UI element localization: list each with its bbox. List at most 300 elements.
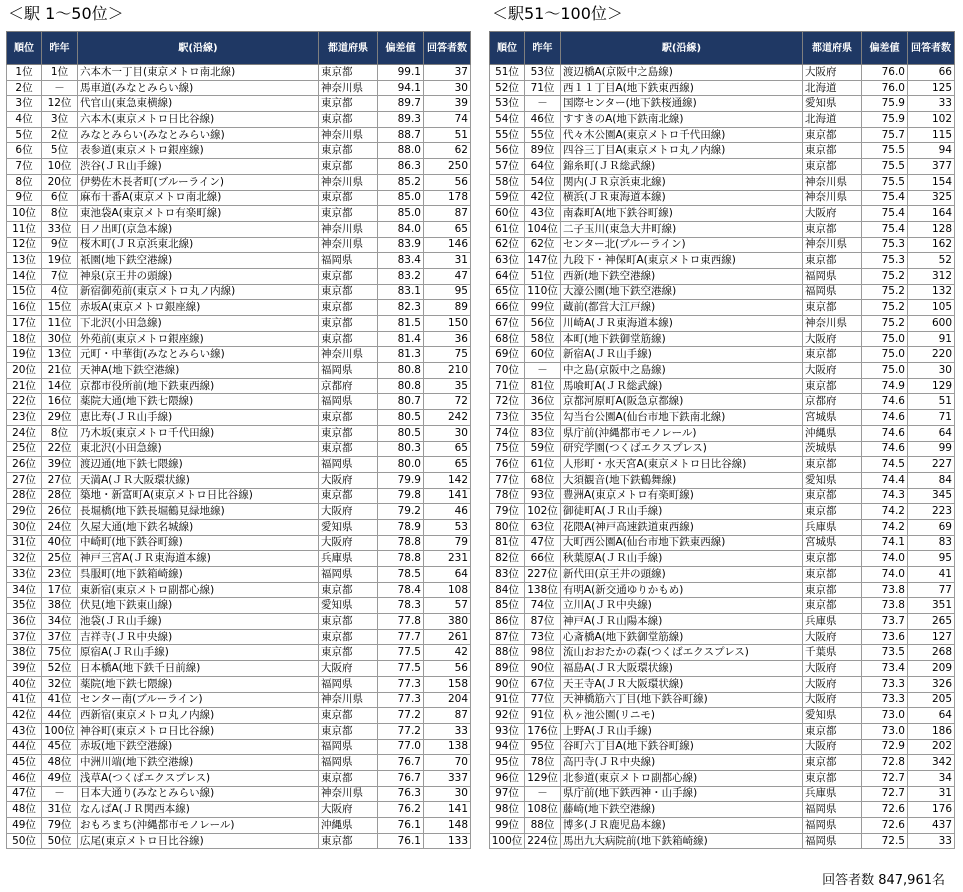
cell-rank: 39位: [7, 661, 42, 677]
cell-rank: 25位: [7, 441, 42, 457]
cell-deviation-score: 79.9: [378, 472, 424, 488]
cell-deviation-score: 80.5: [378, 425, 424, 441]
cell-last-year: 98位: [525, 645, 561, 661]
cell-rank: 26位: [7, 457, 42, 473]
table-row: [490, 159, 955, 175]
cell-prefecture: 神奈川県: [319, 786, 378, 802]
cell-station: 久屋大通(地下鉄名城線): [78, 519, 319, 535]
table-row: [7, 394, 471, 410]
cell-rank: 37位: [7, 629, 42, 645]
cell-deviation-score: 83.1: [378, 284, 424, 300]
cell-last-year: 15位: [42, 300, 78, 316]
cell-respondents: 39: [424, 96, 471, 112]
cell-respondents: 33: [908, 833, 955, 849]
cell-station: 伊勢佐木長者町(ブルーライン): [78, 174, 319, 190]
cell-deviation-score: 72.8: [862, 755, 908, 771]
cell-respondents: 47: [424, 268, 471, 284]
cell-respondents: 209: [908, 661, 955, 677]
cell-deviation-score: 74.5: [862, 457, 908, 473]
table-row: [490, 127, 955, 143]
cell-deviation-score: 73.4: [862, 661, 908, 677]
cell-respondents: 69: [908, 519, 955, 535]
cell-station: 錦糸町(ＪＲ総武線): [561, 159, 803, 175]
cell-prefecture: 京都府: [319, 378, 378, 394]
cell-rank: 23位: [7, 410, 42, 426]
cell-last-year: 13位: [42, 347, 78, 363]
table-row: [7, 363, 471, 379]
cell-deviation-score: 75.2: [862, 268, 908, 284]
cell-prefecture: 大阪府: [319, 661, 378, 677]
cell-respondents: 115: [908, 127, 955, 143]
cell-last-year: 93位: [525, 488, 561, 504]
cell-station: 秋葉原A(ＪＲ山手線): [561, 551, 803, 567]
table-row: [490, 190, 955, 206]
cell-deviation-score: 85.0: [378, 190, 424, 206]
cell-rank: 51位: [490, 65, 525, 81]
cell-station: 原宿A(ＪＲ山手線): [78, 645, 319, 661]
cell-station: 天神A(地下鉄空港線): [78, 363, 319, 379]
cell-station: 呉服町(地下鉄箱崎線): [78, 567, 319, 583]
cell-respondents: 250: [424, 159, 471, 175]
cell-prefecture: 東京都: [319, 190, 378, 206]
cell-rank: 34位: [7, 582, 42, 598]
cell-rank: 77位: [490, 472, 525, 488]
cell-rank: 30位: [7, 519, 42, 535]
cell-rank: 5位: [7, 127, 42, 143]
cell-respondents: 35: [424, 378, 471, 394]
cell-prefecture: 大阪府: [319, 802, 378, 818]
cell-station: 浅草A(つくばエクスプレス): [78, 770, 319, 786]
cell-station: 神戸A(ＪＲ山陽本線): [561, 614, 803, 630]
cell-deviation-score: 77.2: [378, 723, 424, 739]
cell-last-year: 52位: [42, 661, 78, 677]
table-row: [490, 472, 955, 488]
cell-deviation-score: 74.6: [862, 441, 908, 457]
cell-last-year: 110位: [525, 284, 561, 300]
cell-last-year: 54位: [525, 174, 561, 190]
cell-deviation-score: 85.2: [378, 174, 424, 190]
cell-prefecture: 東京都: [319, 96, 378, 112]
cell-rank: 2位: [7, 80, 42, 96]
cell-prefecture: 愛知県: [319, 519, 378, 535]
cell-respondents: 64: [424, 567, 471, 583]
table-row: [490, 410, 955, 426]
cell-station: 馬喰町A(ＪＲ総武線): [561, 378, 803, 394]
cell-deviation-score: 76.1: [378, 833, 424, 849]
table-row: [7, 645, 471, 661]
cell-prefecture: 東京都: [319, 316, 378, 332]
cell-rank: 60位: [490, 206, 525, 222]
cell-respondents: 83: [908, 535, 955, 551]
table-row: [490, 519, 955, 535]
cell-respondents: 150: [424, 316, 471, 332]
table-row: [7, 190, 471, 206]
cell-station: 有明A(新交通ゆりかもめ): [561, 582, 803, 598]
cell-prefecture: 東京都: [803, 457, 862, 473]
cell-prefecture: 北海道: [803, 112, 862, 128]
header-last-year: 昨年: [525, 32, 561, 65]
cell-rank: 12位: [7, 237, 42, 253]
cell-respondents: 437: [908, 818, 955, 834]
cell-last-year: 5位: [42, 143, 78, 159]
cell-station: 渋谷(ＪＲ山手線): [78, 159, 319, 175]
cell-deviation-score: 83.9: [378, 237, 424, 253]
cell-rank: 68位: [490, 331, 525, 347]
table-row: [7, 676, 471, 692]
cell-prefecture: 大阪府: [803, 363, 862, 379]
cell-last-year: 102位: [525, 504, 561, 520]
cell-last-year: 20位: [42, 174, 78, 190]
cell-respondents: 138: [424, 739, 471, 755]
cell-respondents: 268: [908, 645, 955, 661]
cell-station: 代々木公園A(東京メトロ千代田線): [561, 127, 803, 143]
cell-prefecture: 沖縄県: [319, 818, 378, 834]
cell-prefecture: 神奈川県: [803, 237, 862, 253]
cell-respondents: 31: [908, 786, 955, 802]
cell-respondents: 342: [908, 755, 955, 771]
cell-respondents: 56: [424, 661, 471, 677]
cell-deviation-score: 78.4: [378, 582, 424, 598]
cell-deviation-score: 76.3: [378, 786, 424, 802]
cell-prefecture: 東京都: [803, 143, 862, 159]
cell-respondents: 33: [424, 723, 471, 739]
cell-rank: 89位: [490, 661, 525, 677]
cell-station: 天神橋筋六丁目(地下鉄谷町線): [561, 692, 803, 708]
table-row: [490, 174, 955, 190]
cell-last-year: 73位: [525, 629, 561, 645]
cell-rank: 33位: [7, 567, 42, 583]
table-row: [490, 614, 955, 630]
cell-prefecture: 東京都: [319, 425, 378, 441]
cell-respondents: 125: [908, 80, 955, 96]
cell-rank: 1位: [7, 65, 42, 81]
cell-rank: 38位: [7, 645, 42, 661]
cell-prefecture: 神奈川県: [803, 316, 862, 332]
cell-last-year: 40位: [42, 535, 78, 551]
cell-station: 二子玉川(東急大井町線): [561, 221, 803, 237]
cell-rank: 36位: [7, 614, 42, 630]
table-row: [490, 253, 955, 269]
cell-rank: 7位: [7, 159, 42, 175]
cell-respondents: 242: [424, 410, 471, 426]
cell-deviation-score: 75.0: [862, 331, 908, 347]
cell-prefecture: 東京都: [319, 331, 378, 347]
cell-last-year: 47位: [525, 535, 561, 551]
cell-deviation-score: 76.1: [378, 818, 424, 834]
cell-rank: 86位: [490, 614, 525, 630]
cell-rank: 17位: [7, 316, 42, 332]
cell-station: 馬出九大病院前(地下鉄箱崎線): [561, 833, 803, 849]
cell-deviation-score: 75.7: [862, 127, 908, 143]
cell-station: 国際センター(地下鉄桜通線): [561, 96, 803, 112]
cell-respondents: 223: [908, 504, 955, 520]
table-row: [7, 833, 471, 849]
cell-rank: 18位: [7, 331, 42, 347]
cell-prefecture: 愛知県: [803, 472, 862, 488]
cell-last-year: 48位: [42, 755, 78, 771]
cell-deviation-score: 77.3: [378, 692, 424, 708]
table-row: [490, 551, 955, 567]
cell-prefecture: 愛知県: [803, 708, 862, 724]
table-row: [7, 739, 471, 755]
cell-prefecture: 神奈川県: [319, 174, 378, 190]
cell-prefecture: 兵庫県: [803, 614, 862, 630]
table-row: [490, 582, 955, 598]
cell-prefecture: 北海道: [803, 80, 862, 96]
table-row: [7, 818, 471, 834]
cell-last-year: 4位: [42, 284, 78, 300]
cell-prefecture: 福岡県: [803, 802, 862, 818]
cell-last-year: 11位: [42, 316, 78, 332]
table-row: [7, 378, 471, 394]
table-row: [490, 441, 955, 457]
cell-respondents: 202: [908, 739, 955, 755]
cell-last-year: 3位: [42, 112, 78, 128]
cell-respondents: 51: [424, 127, 471, 143]
table-row: [490, 818, 955, 834]
cell-rank: 3位: [7, 96, 42, 112]
cell-prefecture: 東京都: [319, 645, 378, 661]
cell-deviation-score: 74.0: [862, 567, 908, 583]
cell-prefecture: 福岡県: [319, 676, 378, 692]
cell-deviation-score: 79.8: [378, 488, 424, 504]
cell-rank: 90位: [490, 676, 525, 692]
cell-last-year: 50位: [42, 833, 78, 849]
cell-rank: 70位: [490, 363, 525, 379]
cell-prefecture: 大阪府: [803, 206, 862, 222]
table-row: [490, 786, 955, 802]
cell-prefecture: 福岡県: [319, 363, 378, 379]
cell-deviation-score: 74.1: [862, 535, 908, 551]
cell-station: 上野A(ＪＲ山手線): [561, 723, 803, 739]
table-row: [490, 457, 955, 473]
cell-respondents: 62: [424, 143, 471, 159]
cell-respondents: 94: [908, 143, 955, 159]
cell-deviation-score: 75.3: [862, 237, 908, 253]
table-row: [490, 425, 955, 441]
cell-rank: 59位: [490, 190, 525, 206]
cell-rank: 24位: [7, 425, 42, 441]
cell-rank: 31位: [7, 535, 42, 551]
cell-last-year: 66位: [525, 551, 561, 567]
cell-last-year: 22位: [42, 441, 78, 457]
cell-respondents: 337: [424, 770, 471, 786]
cell-deviation-score: 74.0: [862, 551, 908, 567]
cell-respondents: 30: [424, 80, 471, 96]
table-row: [7, 472, 471, 488]
table-row: [490, 629, 955, 645]
cell-prefecture: 大阪府: [803, 692, 862, 708]
cell-respondents: 154: [908, 174, 955, 190]
left-section-title: ＜駅 1～50位＞: [8, 4, 124, 23]
table-row: [490, 567, 955, 583]
cell-last-year: 227位: [525, 567, 561, 583]
cell-deviation-score: 78.9: [378, 519, 424, 535]
cell-last-year: 59位: [525, 441, 561, 457]
cell-respondents: 72: [424, 394, 471, 410]
cell-respondents: 30: [424, 786, 471, 802]
cell-station: 神戸三宮A(ＪＲ東海道本線): [78, 551, 319, 567]
cell-respondents: 326: [908, 676, 955, 692]
cell-last-year: 64位: [525, 159, 561, 175]
cell-station: 元町・中華街(みなとみらい線): [78, 347, 319, 363]
cell-prefecture: 福岡県: [319, 755, 378, 771]
table-row: [490, 268, 955, 284]
cell-respondents: 95: [424, 284, 471, 300]
cell-last-year: 37位: [42, 629, 78, 645]
cell-rank: 71位: [490, 378, 525, 394]
cell-station: 本町(地下鉄御堂筋線): [561, 331, 803, 347]
cell-last-year: 87位: [525, 614, 561, 630]
cell-rank: 82位: [490, 551, 525, 567]
table-row: [490, 316, 955, 332]
cell-deviation-score: 80.3: [378, 441, 424, 457]
cell-prefecture: 東京都: [319, 582, 378, 598]
header-station: 駅(沿線): [561, 32, 803, 65]
table-row: [7, 551, 471, 567]
header-station: 駅(沿線): [78, 32, 319, 65]
cell-deviation-score: 82.3: [378, 300, 424, 316]
cell-rank: 62位: [490, 237, 525, 253]
table-row: [490, 237, 955, 253]
cell-last-year: 78位: [525, 755, 561, 771]
cell-station: 東北沢(小田急線): [78, 441, 319, 457]
cell-rank: 43位: [7, 723, 42, 739]
cell-last-year: 74位: [525, 598, 561, 614]
table-row: [7, 582, 471, 598]
cell-last-year: 147位: [525, 253, 561, 269]
table-row: [490, 112, 955, 128]
cell-deviation-score: 75.9: [862, 112, 908, 128]
cell-last-year: －: [525, 96, 561, 112]
table-row: [7, 755, 471, 771]
table-row: [490, 300, 955, 316]
cell-station: 伏見(地下鉄東山線): [78, 598, 319, 614]
cell-last-year: 88位: [525, 818, 561, 834]
cell-prefecture: 愛知県: [319, 598, 378, 614]
cell-rank: 83位: [490, 567, 525, 583]
cell-station: 豊洲A(東京メトロ有楽町線): [561, 488, 803, 504]
cell-last-year: 100位: [42, 723, 78, 739]
cell-respondents: 158: [424, 676, 471, 692]
cell-rank: 57位: [490, 159, 525, 175]
table-row: [7, 253, 471, 269]
cell-respondents: 186: [908, 723, 955, 739]
cell-prefecture: 東京都: [803, 770, 862, 786]
cell-last-year: 43位: [525, 206, 561, 222]
cell-rank: 92位: [490, 708, 525, 724]
cell-prefecture: 神奈川県: [803, 190, 862, 206]
cell-respondents: 37: [424, 65, 471, 81]
cell-rank: 74位: [490, 425, 525, 441]
cell-respondents: 102: [908, 112, 955, 128]
cell-last-year: 44位: [42, 708, 78, 724]
cell-station: 日ノ出町(京急本線): [78, 221, 319, 237]
cell-rank: 91位: [490, 692, 525, 708]
cell-deviation-score: 99.1: [378, 65, 424, 81]
cell-deviation-score: 80.8: [378, 363, 424, 379]
table-row: [7, 629, 471, 645]
cell-deviation-score: 73.0: [862, 723, 908, 739]
cell-respondents: 89: [424, 300, 471, 316]
cell-respondents: 30: [424, 425, 471, 441]
cell-station: 赤坂(地下鉄空港線): [78, 739, 319, 755]
cell-rank: 56位: [490, 143, 525, 159]
cell-prefecture: 福岡県: [803, 833, 862, 849]
cell-deviation-score: 75.9: [862, 96, 908, 112]
cell-prefecture: 東京都: [803, 567, 862, 583]
table-row: [7, 708, 471, 724]
cell-last-year: 55位: [525, 127, 561, 143]
cell-deviation-score: 80.7: [378, 394, 424, 410]
cell-rank: 52位: [490, 80, 525, 96]
cell-respondents: 64: [908, 708, 955, 724]
cell-respondents: 41: [908, 567, 955, 583]
cell-deviation-score: 83.4: [378, 253, 424, 269]
cell-prefecture: 兵庫県: [803, 786, 862, 802]
cell-respondents: 142: [424, 472, 471, 488]
cell-respondents: 128: [908, 221, 955, 237]
table-row: [7, 661, 471, 677]
cell-last-year: 6位: [42, 190, 78, 206]
table-row: [490, 770, 955, 786]
cell-last-year: 8位: [42, 425, 78, 441]
header-deviation-score: 偏差値: [862, 32, 908, 65]
cell-deviation-score: 77.5: [378, 661, 424, 677]
table-row: [7, 159, 471, 175]
cell-rank: 8位: [7, 174, 42, 190]
table-row: [7, 535, 471, 551]
cell-deviation-score: 77.5: [378, 645, 424, 661]
table-row: [7, 723, 471, 739]
table-row: [7, 331, 471, 347]
cell-respondents: 377: [908, 159, 955, 175]
cell-last-year: 25位: [42, 551, 78, 567]
cell-last-year: 36位: [525, 394, 561, 410]
cell-deviation-score: 75.2: [862, 284, 908, 300]
cell-respondents: 220: [908, 347, 955, 363]
cell-deviation-score: 74.3: [862, 488, 908, 504]
cell-prefecture: 東京都: [319, 143, 378, 159]
table-row: [7, 316, 471, 332]
cell-last-year: 42位: [525, 190, 561, 206]
cell-rank: 54位: [490, 112, 525, 128]
cell-last-year: 38位: [42, 598, 78, 614]
cell-last-year: 68位: [525, 472, 561, 488]
table-row: [7, 268, 471, 284]
cell-respondents: 141: [424, 802, 471, 818]
cell-station: 西新(地下鉄空港線): [561, 268, 803, 284]
table-row: [490, 363, 955, 379]
cell-respondents: 56: [424, 174, 471, 190]
cell-respondents: 65: [424, 441, 471, 457]
cell-deviation-score: 74.2: [862, 504, 908, 520]
header-last-year: 昨年: [42, 32, 78, 65]
cell-station: センター南(ブルーライン): [78, 692, 319, 708]
table-row: [490, 645, 955, 661]
table-row: [490, 661, 955, 677]
cell-last-year: 138位: [525, 582, 561, 598]
cell-station: 六本木(東京メトロ日比谷線): [78, 112, 319, 128]
cell-prefecture: 東京都: [319, 614, 378, 630]
ranking-table-51-100: [489, 31, 955, 849]
cell-prefecture: 神奈川県: [803, 174, 862, 190]
cell-last-year: 67位: [525, 676, 561, 692]
cell-rank: 11位: [7, 221, 42, 237]
cell-station: 福島A(ＪＲ大阪環状線): [561, 661, 803, 677]
cell-deviation-score: 77.7: [378, 629, 424, 645]
cell-respondents: 261: [424, 629, 471, 645]
